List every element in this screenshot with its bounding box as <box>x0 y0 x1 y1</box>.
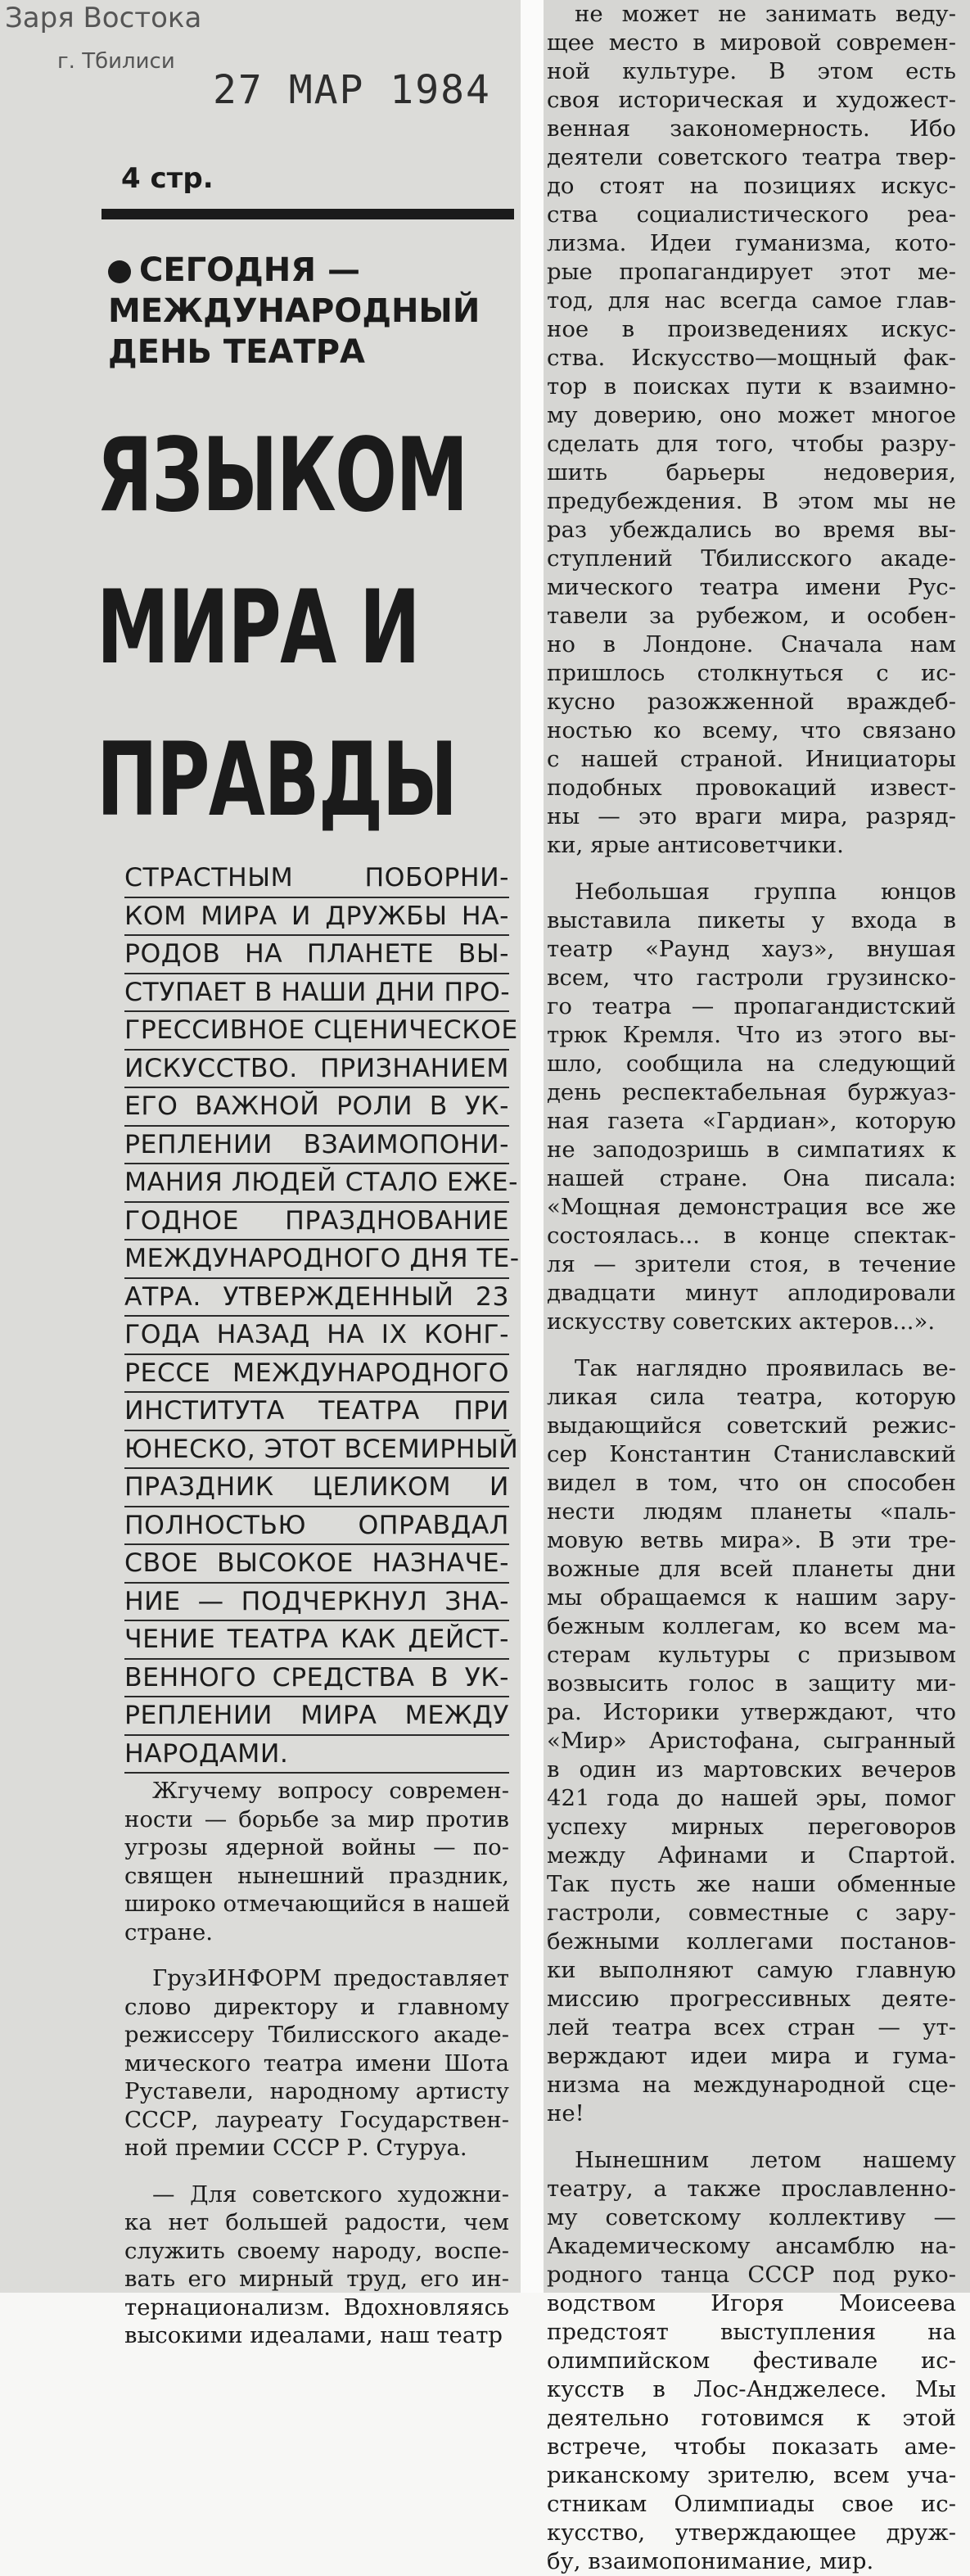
text-line: слово директору и главному <box>124 1993 509 2020</box>
text-line: ной премии СССР Р. Стуруа. <box>124 2135 467 2161</box>
paragraph <box>124 1964 509 2162</box>
text-line: лей театра всех стран — ут- <box>547 2014 956 2040</box>
lead-line: ГРЕССИВНОЕ СЦЕНИЧЕСКОЕ <box>124 1012 509 1051</box>
text-line: но в Лондоне. Сначала нам <box>547 631 956 658</box>
text-line: ГрузИНФОРМ предоставляет <box>152 1965 509 1991</box>
text-line: Нынешним летом нашему <box>575 2147 956 2173</box>
lead-line: ЕГО ВАЖНОЙ РОЛИ В УК- <box>124 1088 509 1127</box>
lead-line: РЕПЛЕНИИ ВЗАИМОПОНИ- <box>124 1127 509 1165</box>
text-line: стране. <box>124 1918 213 1946</box>
lead-line: ИСКУССТВО. ПРИЗНАНИЕМ <box>124 1051 509 1089</box>
text-line: му советскому коллективу — <box>547 2204 956 2230</box>
rubric-line-2: МЕЖДУНАРОДНЫЙ <box>108 292 480 330</box>
text-line: не может не занимать веду- <box>575 1 956 27</box>
text-line: искусству советских актеров...». <box>547 1308 936 1335</box>
text-line: предстоят выступления на <box>547 2319 956 2345</box>
text-line: олимпийском фестивале ис- <box>547 2348 956 2374</box>
text-line: трюк Кремля. Что из этого вы- <box>547 1022 956 1048</box>
date-stamp: 27 МАР 1984 <box>213 67 491 113</box>
rubric-line-3: ДЕНЬ ТЕАТРА <box>108 333 365 371</box>
text-line: рые пропагандирует этот ме- <box>547 259 956 285</box>
text-line: Небольшая группа юнцов <box>575 879 956 905</box>
text-line: своя историческая и художест- <box>547 87 956 113</box>
text-line: щее место в мировой современ- <box>547 29 956 56</box>
lead-line: СТРАСТНЫМ ПОБОРНИ- <box>124 860 509 898</box>
text-line: выставила пикеты у входа в <box>547 907 956 933</box>
text-line: день респектабельная буржуаз- <box>547 1079 956 1105</box>
text-line: возвысить голос в защиту ми- <box>547 1670 956 1697</box>
rubric <box>108 250 517 373</box>
text-line: кусно разожженной враждеб- <box>547 689 956 715</box>
lead-line: ЮНЕСКО, ЭТОТ ВСЕМИРНЫЙ <box>124 1431 509 1470</box>
text-line: всем, что гастроли грузинско- <box>547 965 956 991</box>
lead-line: ГОДА НАЗАД НА IX КОНГ- <box>124 1317 509 1355</box>
text-line: высокими идеалами, наш театр <box>124 2322 503 2348</box>
text-line: с нашей страной. Инициаторы <box>547 746 956 772</box>
text-line: нашей стране. Она писала: <box>547 1165 956 1191</box>
text-line: стникам Олимпиады свое ис- <box>547 2491 956 2517</box>
lead-line: МЕЖДУНАРОДНОГО ДНЯ ТЕ- <box>124 1241 509 1279</box>
lead-line: СВОЕ ВЫСОКОЕ НАЗНАЧЕ- <box>124 1545 509 1584</box>
text-line: пришлось столкнуться с ис- <box>547 660 956 686</box>
text-line: гастроли, совместные с зару- <box>547 1900 956 1926</box>
text-line: — Для советского художни- <box>152 2181 509 2208</box>
text-line: шло, сообщила на следующий <box>547 1051 956 1077</box>
text-line: состоялась... в конце спектак- <box>547 1222 956 1249</box>
text-line: лизма. Идеи гуманизма, кото- <box>547 230 956 256</box>
text-line: сер Константин Станиславский <box>547 1441 956 1467</box>
lead-line: ГОДНОЕ ПРАЗДНОВАНИЕ <box>124 1203 509 1241</box>
lead-line: ВЕННОГО СРЕДСТВА В УК- <box>124 1660 509 1698</box>
text-line: кусств в Лос-Анджелесе. Мы <box>547 2376 956 2402</box>
header-rule <box>102 209 514 219</box>
text-line: мического театра имени Рус- <box>547 574 956 600</box>
headline <box>97 400 467 856</box>
page-number: 4 стр. <box>121 162 214 195</box>
text-line: стерам культуры с призывом <box>547 1642 956 1668</box>
text-line: СССР, лауреату Государствен- <box>124 2106 509 2133</box>
lead-line: РОДОВ НА ПЛАНЕТЕ ВЫ- <box>124 936 509 974</box>
text-line: в один из мартовских вечеров <box>547 1756 956 1783</box>
lead-line: НИЕ — ПОДЧЕРКНУЛ ЗНА- <box>124 1584 509 1622</box>
text-line: ное в произведениях искус- <box>547 316 956 342</box>
lead-line: СТУПАЕТ В НАШИ ДНИ ПРО- <box>124 974 509 1013</box>
text-line: тернационализм. Вдохновляясь <box>124 2294 509 2321</box>
lead-line: ЧЕНИЕ ТЕАТРА КАК ДЕЙСТ- <box>124 1621 509 1660</box>
text-line: деятельно готовимся к этой <box>547 2405 956 2431</box>
text-line: Руставели, народному артисту <box>124 2078 509 2104</box>
headline-line-2: МИРА И <box>97 569 420 687</box>
text-line: тод, для нас всегда самое глав- <box>547 287 956 314</box>
text-line: ка нет большей радости, чем <box>124 2209 509 2235</box>
text-line: 421 года до нашей эры, помог <box>547 1785 956 1811</box>
text-line: ра. Историки утверждают, что <box>547 1699 956 1725</box>
headline-line-1: ЯЗЫКОМ <box>97 417 467 535</box>
text-line: родного танца СССР под руко- <box>547 2262 956 2288</box>
column-gap <box>521 0 544 2293</box>
text-line: угрозы ядерной войны — по- <box>124 1834 509 1860</box>
text-line: ства социалистического реа- <box>547 201 956 228</box>
text-line: до стоят на позициях искус- <box>547 173 956 199</box>
text-line: ступлений Тбилисского акаде- <box>547 545 956 572</box>
text-line: му доверию, оно может многое <box>547 402 956 428</box>
text-line: «Мир» Аристофана, сыгранный <box>547 1728 956 1754</box>
text-line: ны — это враги мира, разряд- <box>547 803 956 829</box>
right-body-text <box>547 0 956 2576</box>
text-line: кусство, утверждающее друж- <box>547 2520 956 2546</box>
text-line: верждают идеи мира и гума- <box>547 2043 956 2069</box>
lead-line: РЕССЕ МЕЖДУНАРОДНОГО <box>124 1355 509 1394</box>
text-line: ства. Искусство—мощный фак- <box>547 345 956 371</box>
text-line: низма на международной сце- <box>547 2072 956 2098</box>
text-line: раз убеждались во время вы- <box>547 517 956 543</box>
lead-line: КОМ МИРА И ДРУЖБЫ НА- <box>124 898 509 937</box>
paragraph <box>547 1354 956 2128</box>
rubric-line-1: СЕГОДНЯ — <box>108 250 517 291</box>
lead-line: МАНИЯ ЛЮДЕЙ СТАЛО ЕЖЕ- <box>124 1164 509 1203</box>
text-line: ной культуре. В этом есть <box>547 58 956 84</box>
masthead: Заря Востока <box>5 2 202 34</box>
text-line: ликая сила театра, которую <box>547 1384 956 1410</box>
lead-line: ПОЛНОСТЬЮ ОПРАВДАЛ <box>124 1507 509 1546</box>
bullet-icon <box>108 260 131 283</box>
text-line: нести людям планеты «паль- <box>547 1498 956 1525</box>
text-line: сделать для того, чтобы разру- <box>547 431 956 457</box>
text-line: бежными коллегами постанов- <box>547 1928 956 1955</box>
paragraph <box>124 2181 509 2350</box>
text-line: ки выполняют самую главную <box>547 1957 956 1983</box>
text-line: тавели за рубежом, и особен- <box>547 603 956 629</box>
text-line: «Мощная демонстрация все же <box>547 1194 956 1220</box>
lead-line: ИНСТИТУТА ТЕАТРА ПРИ <box>124 1393 509 1431</box>
text-line: ля — зрители стоя, в течение <box>547 1251 956 1277</box>
paragraph <box>547 0 956 860</box>
text-line: мовую ветвь мира». В эти тре- <box>547 1527 956 1553</box>
text-line: двадцати минут аплодировали <box>547 1280 956 1306</box>
text-line: не заподозришь в симпатиях к <box>547 1137 956 1163</box>
text-line: водством Игоря Моисеева <box>547 2290 956 2316</box>
lead-line: РЕПЛЕНИИ МИРА МЕЖДУ <box>124 1697 509 1736</box>
text-line: деятели советского театра твер- <box>547 144 956 170</box>
lead-paragraph <box>124 860 520 1774</box>
text-line: мического театра имени Шота <box>124 2050 509 2077</box>
text-line: ностью ко всему, что связано <box>547 717 956 743</box>
text-line: Академическому ансамблю на- <box>547 2233 956 2259</box>
text-line: бу, взаимопонимание, мир. <box>547 2548 874 2574</box>
text-line: шить барьеры недоверия, <box>547 459 956 486</box>
text-line: вать его мирный труд, его ин- <box>124 2266 509 2292</box>
headline-line-3: ПРАВДЫ <box>97 721 457 839</box>
text-line: тор в поисках пути к взаимно- <box>547 373 956 400</box>
text-line: Так пусть же наши обменные <box>547 1871 956 1897</box>
text-line: ности — борьбе за мир против <box>124 1805 509 1833</box>
lead-line: ПРАЗДНИК ЦЕЛИКОМ И <box>124 1469 509 1507</box>
paragraph <box>124 1777 509 1946</box>
paragraph <box>547 878 956 1336</box>
text-line: бежным коллегам, ко всем ма- <box>547 1613 956 1639</box>
city-label: г. Тбилиси <box>57 49 175 74</box>
left-body-text <box>124 1777 509 2350</box>
text-line: го театра — пропагандистский <box>547 993 956 1019</box>
text-line: подобных провокаций извест- <box>547 775 956 801</box>
text-line: выдающийся советский режис- <box>547 1412 956 1439</box>
text-line: Так наглядно проявилась ве- <box>575 1355 956 1381</box>
text-line: венная закономерность. Ибо <box>547 115 956 142</box>
paragraph <box>547 2146 956 2576</box>
lead-line: АТРА. УТВЕРЖДЕННЫЙ 23 <box>124 1279 509 1317</box>
text-line: риканскому зрителю, всем уча- <box>547 2462 956 2488</box>
text-line: режиссеру Тбилисского акаде- <box>124 2022 509 2048</box>
text-line: успеху мирных переговоров <box>547 1814 956 1840</box>
text-line: мы обращаемся к нашим зару- <box>547 1584 956 1611</box>
text-line: театр «Раунд хауз», внушая <box>547 936 956 962</box>
text-line: священ нынешний праздник, <box>124 1862 509 1889</box>
text-line: вожные для всей планеты дни <box>547 1556 956 1582</box>
text-line: ки, ярые антисоветчики. <box>547 832 844 858</box>
text-line: ная газета «Гардиан», которую <box>547 1108 956 1134</box>
text-line: между Афинами и Спартой. <box>547 1842 956 1869</box>
text-line: Жгучему вопросу современ- <box>152 1778 509 1804</box>
text-line: служить своему народу, воспе- <box>124 2237 509 2264</box>
text-line: предубеждения. В этом мы не <box>547 488 956 514</box>
text-line: миссию прогрессивных деяте- <box>547 1986 956 2012</box>
lead-line: НАРОДАМИ. <box>124 1736 509 1774</box>
text-line: встрече, чтобы показать аме- <box>547 2434 956 2460</box>
text-line: широко отмечающийся в нашей <box>124 1891 511 1917</box>
text-line: не! <box>547 2100 584 2126</box>
text-line: театру, а также прославленно- <box>547 2176 956 2202</box>
text-line: видел в том, что он способен <box>547 1470 956 1496</box>
